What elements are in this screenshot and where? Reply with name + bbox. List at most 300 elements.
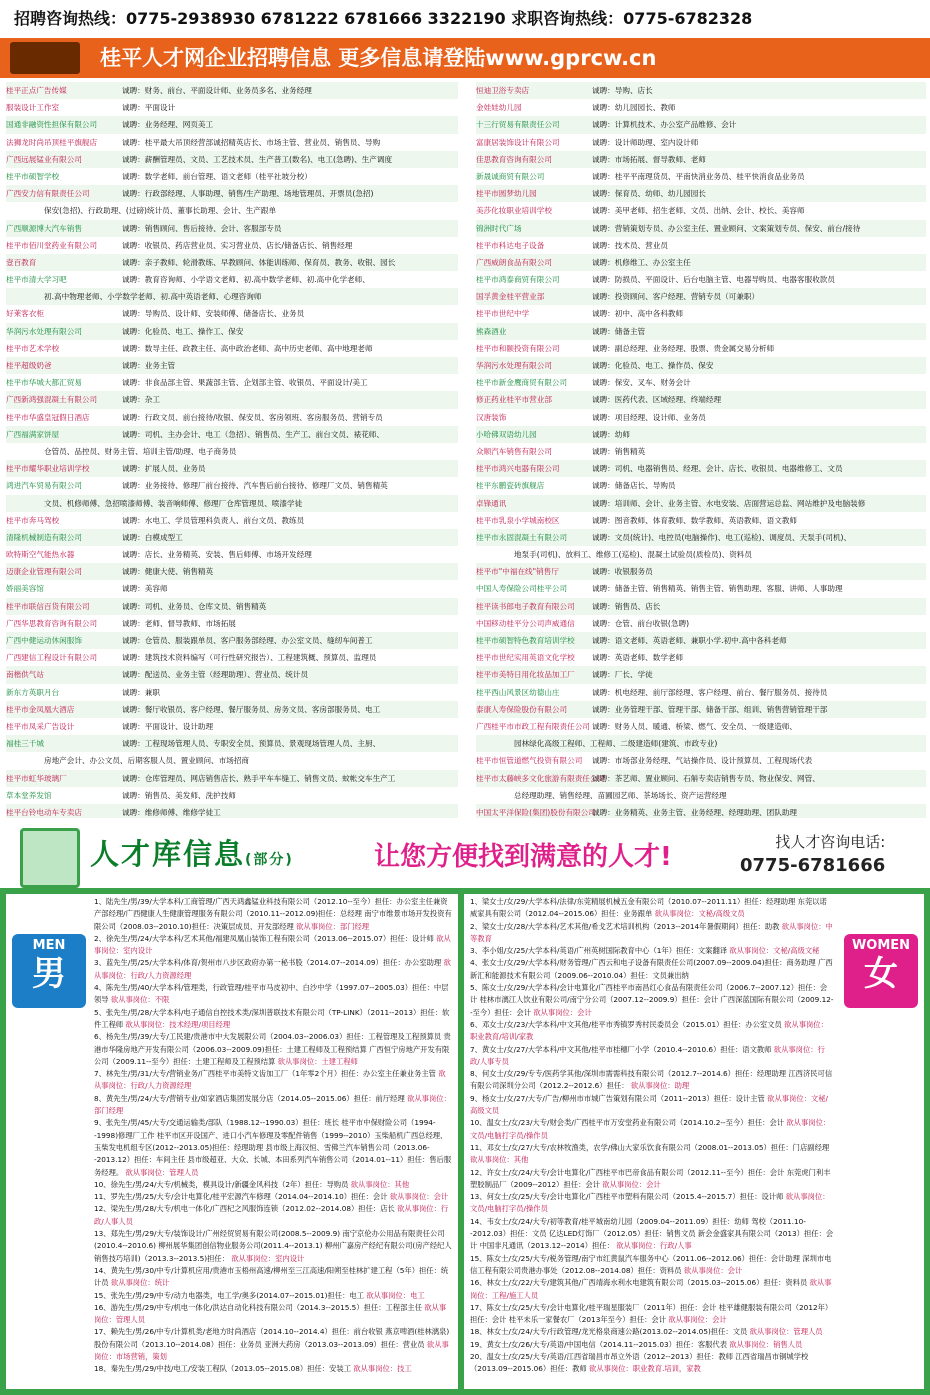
resume-entry: [94, 957, 452, 982]
company-name: 桂平市"中福在线"销售厅: [476, 567, 559, 577]
women-list: [464, 894, 924, 1389]
job-positions: 诚聘：杂工: [122, 395, 160, 405]
job-positions: 诚聘：导购、店长: [592, 86, 653, 95]
job-row: [6, 134, 458, 151]
job-positions: 诚聘：市场拓展、督导教师、老师: [592, 154, 706, 164]
job-positions: 初.高中物理老师、小学数学老师、初.高中英语老师、心理咨询师: [44, 292, 262, 302]
job-positions: 诚聘：英语老师、数学老师: [592, 653, 684, 663]
job-row: [476, 305, 926, 322]
company-name: 广西安力信有限责任公司: [6, 189, 90, 199]
company-name: 广西建信工程设计有限公司: [6, 653, 98, 663]
company-name: 中国太平洋保险(集团)股份有限公司: [476, 807, 596, 817]
job-row: [476, 666, 926, 683]
resume-entry: [470, 1142, 834, 1167]
job-row: [6, 546, 458, 563]
resume-entry: [470, 1216, 834, 1253]
job-positions: 诚聘：副总经理、业务经理、股票、贵金属交易分析师: [592, 343, 775, 353]
job-positions: 诚聘：桂平平南理货员、平南快消业务员、桂平快消食品业务员: [592, 171, 805, 181]
company-name: 泰康人寿保险股份有限公司: [476, 704, 568, 714]
company-name: 小哈佛双语幼儿园: [476, 429, 537, 439]
company-name: 桂平市佰川堂药业有限公司: [6, 240, 98, 250]
job-positions: 诚聘：销售员、店长: [592, 601, 661, 611]
job-row: [6, 99, 458, 116]
company-name: 桂平市鸿兴电器有限公司: [476, 464, 560, 474]
job-positions: 诚聘：行政文员、前台接待/收银、保安员、客房领班、客房服务员、营销专员: [122, 412, 383, 422]
job-positions: 诚聘：行政部经理、人事助理、销售/生产助理、场地管理员、开票员(急招): [122, 189, 374, 199]
resume-text: 12、许女士/女/24/大专/会计电算化/广西桂平市巴帝食品有限公司（2012.11--至今）担任：会计 东莞虎门利丰塑胶制品厂（2009--2012）担任：会计: [470, 1167, 831, 1189]
job-row: [476, 580, 926, 597]
resume-entry: [470, 982, 834, 1019]
job-row: [476, 340, 926, 357]
company-name: 福桂三千城: [6, 739, 44, 749]
job-row: [476, 220, 926, 237]
company-name: 桂平市世纪实用英语文化学校: [476, 653, 575, 663]
job-positions: 诚聘：市场部业务经理、气站操作员、设计预算员、工程现场代表: [592, 756, 813, 766]
resume-text: 12、梁先生/男/28/大专/机电一体化/广西杞之风服饰连锁（2012.02--2014.08）担任：店长: [94, 1204, 395, 1214]
company-name: 华润污水处理有限公司: [6, 326, 82, 336]
resume-text: 16、游先生/男/29/中专/机电一体化/洪达自动化科技有限公司（2014.3--2015.5）担任：工程部主任: [94, 1302, 422, 1312]
company-name: 桂平市永固混凝土有限公司: [476, 532, 568, 542]
women-icon: WOMEN 女: [844, 934, 918, 1008]
job-row: [6, 477, 458, 494]
resume-text: 9、张先生/男/45/大专/交通运输类/部队（1988.12--1990.03）担任：班长 桂平市中保财险公司（1994--1998)修理厂工作 桂平市区开设国产、进口小汽车修理及零配件销售（1999--2010）玉柴船机广西总经理、玉柴发电机组专区(2012--2013.05)担任：经理助理 县市级上海汉恒、雪佛兰汽车销售公司（2013.06--2013.12）担任：车间主任 县市级超亚、大众、长城、本田系列汽车销售公司（2014.01--11）担任：售后服务经理。: [94, 1118, 452, 1177]
desired-position: 欲从事岗位：行政/人事: [616, 1241, 692, 1251]
job-row: [6, 202, 458, 219]
resume-text: 18、林女士/女/24/大专/行政管理/龙光格泉商速公路(2013.02--2014.05)担任：文员: [470, 1327, 748, 1337]
job-positions: 诚聘：财务、前台、平面设计师、业务员多名、业务经理: [122, 86, 312, 95]
job-positions: 诚聘：建筑技术资料编写（可行性研究报告）、工程建筑概、预算员、监理员: [122, 653, 377, 663]
desired-position: 欲从事岗位：文员/电脑打字员/操作员: [470, 1118, 831, 1140]
job-row: [6, 787, 458, 804]
job-row: [476, 237, 926, 254]
job-positions: 诚聘：培训师、会计、业务主管、水电安装、店面营运总监、网站维护及电脑装修: [592, 498, 866, 508]
job-row: [6, 220, 458, 237]
resume-text: 4、张女士/女/29/大学本科/财务管理/广西云和电子设备有限责任公司(2007.09--2009.04)担任：商务助理 广西新汇和能源技术有限公司（2009.06--2010.04）担任：文员兼出纳: [470, 958, 833, 980]
resume-text: 2、徐先生/男/24/大学本科/艺术其他/福建凤凰山装饰工程有限公司（2013.06--2015.07）担任：设计师: [94, 933, 434, 943]
job-positions: 诚聘：营销策划专员、办公室主任、置业顾问、文案策划专员、保安、前台/接待: [592, 223, 861, 233]
job-positions: 诚聘：幼师: [592, 429, 630, 439]
job-row: [476, 82, 926, 99]
talent-header: [0, 818, 930, 894]
company-name: 广西新鸿强混凝土有限公司: [6, 395, 98, 405]
job-positions: 诚聘：教育咨询师、小学语文老师、初.高中数学老师、初.高中化学老师、: [122, 275, 370, 285]
resume-entry: [94, 1363, 452, 1375]
company-name: 南楷供气站: [6, 670, 44, 680]
job-row: [6, 168, 458, 185]
company-name: 华润污水处理有限公司: [476, 361, 552, 370]
job-row: [476, 409, 926, 426]
job-row: [6, 254, 458, 271]
job-row: [476, 787, 926, 804]
job-row: [476, 254, 926, 271]
job-positions: 诚聘：健康大使、销售精英: [122, 567, 214, 577]
job-row: [476, 202, 926, 219]
talent-panel: [0, 888, 930, 1395]
job-row: [6, 770, 458, 787]
company-name: 中国人寿保险公司桂平公司: [476, 584, 568, 594]
job-positions: 诚聘：平面设计: [122, 103, 176, 113]
resume-text: 4、陈先生/男/40/大学本科/管理类，行政管理/桂平市马皮初中、白沙中学（1997.07--2005.03）担任：中层领导: [94, 983, 449, 1005]
job-positions: 诚聘：销售精英: [592, 446, 646, 456]
job-row: [476, 752, 926, 769]
job-positions: 诚聘：业务主管: [122, 361, 176, 370]
job-row: [476, 185, 926, 202]
resume-entry: [470, 1351, 834, 1376]
company-name: 桂平读书郎电子教育有限公司: [476, 601, 575, 611]
resume-entry: [470, 1326, 834, 1338]
job-positions: 诚聘：工程现场管理人员、专职安全员、预算员、景观现场管理人员、主厨、: [122, 739, 381, 749]
desired-position: 欲从事岗位：会计: [668, 1315, 727, 1325]
job-positions: 诚聘：白模成型工: [122, 532, 183, 542]
job-row: [6, 701, 458, 718]
job-positions: 保安(急招)、行政助理、(过磅)统计员、董事长助理、会计、生产跟单: [44, 206, 277, 216]
desired-position: 欲从事岗位：管理人员: [749, 1327, 823, 1337]
resume-entry: [94, 1068, 452, 1093]
job-positions: 诚聘：业务经理、网页美工: [122, 120, 214, 130]
job-row: [476, 151, 926, 168]
job-positions: 诚聘：司机、主办会计、电工（急招）、销售员、生产工、前台文员、裱花师、: [122, 429, 384, 439]
desired-position: 欲从事岗位：室内设计: [94, 933, 451, 956]
company-name: 汉唐装饰: [476, 412, 507, 422]
job-row: [6, 666, 458, 683]
job-positions: 诚聘：数学老师、前台管理、语文老师（桂平社坡分校）: [122, 171, 312, 181]
job-positions: 诚聘：投资顾问、客户经理、营销专员（可兼职）: [592, 292, 760, 302]
resume-entry: [94, 1117, 452, 1178]
header-banner: [0, 38, 930, 78]
resume-entry: [470, 945, 834, 957]
company-name: 桂平市凤采广告设计: [6, 721, 75, 731]
job-row: [476, 374, 926, 391]
desired-position: 欲从事岗位：职业教育/培训/家教: [470, 1019, 828, 1042]
job-row: [476, 495, 926, 512]
job-positions: 诚聘：仓库管理员、网店销售店长、熟手平车车缝工、销售文员、蚊帐交车生产工: [122, 773, 396, 783]
job-row: [476, 546, 926, 563]
job-row: [6, 340, 458, 357]
desired-position: 欲从事岗位：其他: [470, 1155, 529, 1165]
desired-position: 欲从事岗位：助理: [630, 1081, 690, 1091]
desired-position: 欲从事岗位：文员/电脑打字员/操作员: [470, 1192, 830, 1214]
job-positions: 诚聘：业务接待、修理厂前台接待、汽车售后前台接待、修理厂文员、销售精英: [122, 481, 388, 491]
job-row: [6, 151, 458, 168]
desired-position: 欲从事岗位：行政/人力资源经理: [94, 1069, 446, 1091]
job-row: [476, 529, 926, 546]
resume-entry: [94, 1007, 452, 1032]
company-name: 桂平市恒管道燃气投资有限公司: [476, 756, 583, 766]
resume-entry: [470, 1117, 834, 1142]
company-name: 桂平超级奶爸: [6, 361, 52, 370]
company-name: 锦洲时代广场: [476, 223, 522, 233]
logo-icon: [10, 42, 80, 74]
resume-entry: [470, 896, 834, 921]
company-name: 欧特斯空气能热水器: [6, 550, 75, 560]
job-positions: 诚聘：桂平最大吊顶经营部诚招精英店长、市场主管、营业员、销售员、导购: [122, 137, 381, 147]
resume-text: 5、陈女士/女/29/大学本科/会计电算化/广西桂平市南昌红心食品有限责任公司（2006.7--2007.12）担任：会计 桂林市漓江人饮业有限公司/南宁分公司（2007.12--2009.9）担任：会计 广西深蓝国际有限公司（2009.12--至今）担任：会计: [470, 983, 834, 1017]
job-row: [476, 701, 926, 718]
resume-text: 14、韦女士/女/24/大专/初等教育/桂平城南幼儿园（2009.04--2011.09）担任：幼师 驾校（2011.10--2012.03）担任：文员 亿达LED灯饰厂（2012.05）担任：销售文员 新会金盛家具有限公司（2013）担任：会计 中国非凡通讯（2013.12--2014）担任：: [470, 1216, 834, 1251]
company-name: 金娃娃幼儿园: [476, 103, 522, 113]
person-icon: [20, 828, 80, 888]
resume-entry: [470, 1019, 834, 1044]
company-name: 广西福满家饼屋: [6, 429, 60, 439]
job-positions: 诚聘：设计师助理、室内设计师: [592, 137, 699, 147]
job-positions: 诚聘：图音教师、体育教师、数学教师、英语教师、语文教师: [592, 515, 798, 525]
company-name: 国孚黄金桂平营业部: [476, 292, 545, 302]
job-row: [476, 288, 926, 305]
resume-text: 10、温女士/女/23/大专/财会类/广西桂平市万安堂药业有限公司（2014.10.2--至今）担任：会计: [470, 1118, 785, 1128]
company-name: 娇丽美容馆: [6, 584, 44, 594]
resume-text: 15、张先生/男/29/中专/动力电器类，电工学/奥多(2014.07--2015.01)担任：电工: [94, 1290, 364, 1300]
job-row: [6, 460, 458, 477]
resume-text: 11、罗先生/男/25/大专/会计电算化/桂平宏源汽车修理（2014.04--2014.10）担任：会计: [94, 1192, 388, 1202]
job-row: [476, 426, 926, 443]
company-name: 中国移动桂平分公司声威通信: [476, 618, 575, 628]
resume-text: 20、温女士/女/25/大专/英语/江西省瑞昌市昂立外语（2012--2013）担任：教师 江西省瑞昌市铜城学校（2013.09--2015.06）担任：教师: [470, 1351, 809, 1374]
job-row: [6, 237, 458, 254]
resume-text: 3、李小姐/女/25/大学本科/英语/广州英树国际教育中心（1年）担任：文案翻译: [470, 946, 728, 956]
resume-text: 8、黄先生/男/24/大专/营销专业/如家酒店集团发展分店（2014.05--2015.06）担任：前厅经理: [94, 1093, 405, 1103]
job-row: [476, 271, 926, 288]
company-name: 服装设计工作室: [6, 103, 60, 113]
company-name: 广西华思教育咨询有限公司: [6, 618, 98, 628]
job-row: [6, 426, 458, 443]
desired-position: 欲从事岗位：文秘/高级文员: [470, 1093, 828, 1116]
job-positions: 地泵手(司机)、放料工、维修工(巡检)、混凝土试验员(质检员)、资料员: [514, 550, 752, 560]
job-row: [476, 477, 926, 494]
desired-position: 欲从事岗位：工程/施工人员: [470, 1278, 832, 1300]
resume-entry: [470, 1093, 834, 1118]
company-name: 佳思教育咨询有限公司: [476, 154, 552, 164]
job-positions: 园林绿化高级工程师、工程师、二级建造师(建筑、市政专业): [514, 739, 718, 749]
talent-slogan: 让您方便找到满意的人才!: [374, 842, 672, 872]
men-list: [6, 894, 458, 1389]
job-row: [6, 357, 458, 374]
job-positions: 诚聘：仓管、前台收银(急聘): [592, 618, 690, 628]
job-positions: 诚聘：亲子教师、轮滑教练、早教顾问、体能训练师、保育员、教务、收银、园长: [122, 257, 396, 267]
desired-position: 欲从事岗位：中等教育: [470, 921, 833, 943]
company-name: 桂平市世纪中学: [476, 309, 530, 319]
company-name: 新晟诚商贸有限公司: [476, 171, 545, 181]
job-row: [476, 168, 926, 185]
job-row: [476, 684, 926, 701]
desired-position: 欲从事岗位：技工: [353, 1364, 412, 1374]
company-name: 卓锋通讯: [476, 498, 507, 508]
job-positions: 诚聘：初中、高中各科教师: [592, 309, 684, 319]
desired-position: 欲从事岗位：室内设计: [231, 1253, 305, 1263]
company-name: 众顺汽车销售有限公司: [476, 446, 552, 456]
company-name: 桂平市耀华职业培训学校: [6, 464, 90, 474]
resume-entry: [470, 1044, 834, 1069]
job-positions: 诚聘：收银员、药店营业员、实习营业员、店长/储备店长、销售经理: [122, 240, 353, 250]
job-positions: 诚聘：平面设计、设计助理: [122, 721, 214, 731]
job-row: [6, 443, 458, 460]
job-row: [476, 357, 926, 374]
company-name: 法狮龙时尚吊顶桂平旗舰店: [6, 137, 98, 147]
company-name: 桂平市圆梦幼儿园: [476, 189, 537, 199]
resume-entry: [470, 1191, 834, 1216]
company-name: 桂平市鸿泰商贸有限公司: [476, 275, 560, 285]
job-positions: 诚聘：司机、电器销售员、经理、会计、店长、收银员、电器维修工、文员: [592, 464, 843, 474]
resume-entry: [94, 1302, 452, 1327]
job-positions: 诚聘：美容师: [122, 584, 168, 594]
job-row: [6, 391, 458, 408]
job-row: [6, 563, 458, 580]
job-positions: 诚聘：司机、业务员、仓库文员、销售精英: [122, 601, 267, 611]
resume-text: 13、何女士/女/25/大专/会计电算化/广西桂平市塑料有限公司（2015.4--2015.7）担任：设计师: [470, 1192, 784, 1202]
job-row: [6, 82, 458, 99]
resume-entry: [94, 1326, 452, 1363]
job-row: [6, 495, 458, 512]
desired-position: 欲从事岗位：会计: [533, 1007, 592, 1017]
job-row: [476, 99, 926, 116]
job-row: [6, 684, 458, 701]
company-name: 广西中健运动休闲服饰: [6, 636, 82, 645]
company-name: 好莱客衣柜: [6, 309, 44, 319]
job-row: [6, 580, 458, 597]
job-row: [476, 563, 926, 580]
job-row: [476, 615, 926, 632]
job-row: [6, 735, 458, 752]
company-name: 桂平市新金鹰商贸有限公司: [476, 378, 568, 388]
job-positions: 诚聘：储备店长、导购员: [592, 481, 676, 491]
resume-text: 7、黄女士/女/27/大学本科/中文其他/桂平市桂穗厂小学（2010.4--2010.6）担任：语文教师: [470, 1044, 772, 1054]
job-row: [476, 391, 926, 408]
job-row: [476, 134, 926, 151]
job-row: [6, 649, 458, 666]
resume-entry: [94, 982, 452, 1007]
job-positions: 诚聘：保育员、幼师、幼儿园园长: [592, 189, 706, 199]
desired-position: 欲从事岗位：会计: [683, 1265, 743, 1275]
resume-entry: [470, 1068, 834, 1093]
job-row: [6, 305, 458, 322]
resume-entry: [94, 1228, 452, 1265]
job-row: [476, 323, 926, 340]
company-name: 桂平市华盛皇冠假日酒店: [6, 412, 90, 422]
job-positions: 总经理助理、销售经理、苗圃园艺师、茶场场长、资产运营经理: [514, 790, 727, 800]
company-name: 桂平市太藤峡多文化旅游有限责任公司: [476, 773, 606, 783]
job-positions: 房地产会计、办公文员、后期客服人员、置业顾问、市场招商: [44, 756, 250, 766]
company-name: 熊森酒业: [476, 326, 507, 336]
desired-position: 欲从事岗位：文秘/高级文员: [654, 909, 745, 919]
job-row: [476, 770, 926, 787]
resume-entry: [470, 957, 834, 982]
company-name: 桂平市清大学习吧: [6, 275, 67, 285]
job-row: [476, 649, 926, 666]
job-row: [6, 185, 458, 202]
desired-position: 欲从事岗位：技术经理/项目经理: [125, 1019, 231, 1029]
job-positions: 诚聘：医药代表、区域经理、终端经理: [592, 395, 722, 405]
resume-text: 10、徐先生/男/24/大专/机械类，模具设计/新疆金风科技（2年）担任：导购员: [94, 1179, 349, 1189]
resume-text: 15、陈女士/女/25/大专/税务管理/南宁市红黄鼠汽车服务中心（2011.06--2012.06）担任：会计助理 深圳市电信工程有限公司贵港办事处（2012.08--2014.08）担任：资料员: [470, 1253, 832, 1275]
job-positions: 诚聘：文员(统计)、电控员(电脑操作)、电工(巡检)、调度员、天泵手(司机)、: [592, 532, 852, 542]
resume-text: 11、邓女士/女/27/大专/农林牧渔类，农学/佛山大家乐饮食有限公司（2008.01--2013.05）担任：门店副经理: [470, 1142, 830, 1152]
hotline-bar: 招聘咨询热线：0775-2938930 6781222 6781666 3322190 求职咨询热线：0775-6782328: [0, 0, 930, 38]
job-positions: 诚聘：幼儿园园长、教师: [592, 103, 676, 113]
resume-entry: [94, 1191, 452, 1203]
resume-entry: [470, 921, 834, 946]
resume-text: 6、邓女士/女/23/大学本科/中文其他/桂平市秀镇罗秀村民委员会（2015.01）担任：办公室文员: [470, 1019, 782, 1029]
job-positions: 诚聘：业务管理干部、管理干部、储备干部、组训、销售营销管理干部: [592, 704, 828, 714]
job-row: [6, 598, 458, 615]
job-row: [6, 288, 458, 305]
resume-text: 16、林女士/女/22/大专/建筑其他/广西靖海水利水电建筑有限公司（2015.03--2015.06）担任：资料员: [470, 1278, 808, 1288]
desired-position: 欲从事岗位：统计: [110, 1278, 170, 1288]
resume-text: 13、郑先生/男/29/大专/装饰设计/广州经贸贸易有限公司(2008.5--2009.9) 南宁京伦办公用品有限责任公司(2010.4--2010.6) 柳州展华集团创信物业服务公司(2011.4--2013.1) 柳州广嘉房产经纪有限公司(房产经纪人销售技巧培训)（2013.3--2013.5)担任：: [94, 1229, 452, 1263]
resume-entry: [470, 1302, 834, 1327]
company-name: 桂平东鹏瓷砖旗舰店: [476, 481, 545, 491]
job-row: [6, 529, 458, 546]
resume-entry: [94, 896, 452, 933]
desired-position: 欲从事岗位：部门经理: [94, 1093, 451, 1116]
job-row: [476, 735, 926, 752]
resume-text: 3、蓝先生/男/25/大学本科/体育/贺州市八步区政府办第一秘书股（2014.07--2014.09）担任：办公室助理: [94, 958, 442, 968]
job-positions: 诚聘：老师、督导教师、市场拓展: [122, 618, 236, 628]
job-positions: 仓管员、品控员、财务主管、培训主管/助理、电子商务员: [44, 446, 237, 456]
desired-position: 欲从事岗位：文秘/高级文秘: [729, 946, 820, 956]
company-name: 桂平市联信百货有限公司: [6, 601, 90, 611]
desired-position: 欲从事岗位：行政/人力资源经理: [94, 958, 451, 980]
job-row: [476, 632, 926, 649]
job-row: [6, 271, 458, 288]
desired-position: 欲从事岗位：会计: [602, 1179, 661, 1189]
job-positions: 诚聘：薪酬管理员、文员、工艺技术员、生产普工(数名)、电工(急聘)、生产调度: [122, 154, 393, 164]
company-name: 桂平市硕智学校: [6, 171, 60, 181]
company-name: 桂平市和颐投资有限公司: [476, 343, 560, 353]
company-name: 桂平市乳泉小学城南校区: [476, 515, 560, 525]
resume-entry: [94, 1203, 452, 1228]
job-list-left: [6, 82, 458, 821]
job-positions: 诚聘：机修维工、办公室主任: [592, 257, 691, 267]
job-positions: 诚聘：非食品部主管、果蔬部主管、企划部主管、收银员、平面设计/美工: [122, 378, 368, 388]
job-positions: 诚聘：机电经理、前厅部经理、客户经理、前台、餐厅服务员、接待员: [592, 687, 828, 697]
job-positions: 诚聘：茶艺师、置业顾问、石斛专卖店销售专员、物业保安、网管、: [592, 773, 820, 783]
job-positions: 诚聘：仓管员、服装跟单员、客户服务部经理、办公室文员、缝纫车间普工: [122, 636, 373, 645]
desired-position: 欲从事岗位：部门经理: [296, 921, 370, 931]
talent-title: 人才库信息(部分): [90, 837, 294, 871]
company-name: 清隆机械制造有限公司: [6, 532, 82, 542]
job-positions: 诚聘：储备主管: [592, 326, 646, 336]
job-positions: 诚聘：数导主任、政教主任、高中政治老师、高中历史老师、高中地理老师: [122, 343, 373, 353]
job-positions: 诚聘：餐厅收银员、客户经理、餐厅服务员、房务文员、客房部服务员、电工: [122, 704, 381, 714]
desired-position: 欲从事岗位：行政/人事专员: [470, 1044, 825, 1066]
job-positions: 诚聘：储备主管、销售精英、销售主管、销售助理、客服、讲师、人事助理: [592, 584, 843, 594]
job-positions: 诚聘：语文老师、英语老师、兼职小学.初中.高中各科老师: [592, 636, 787, 645]
desired-position: 欲从事岗位：电工: [366, 1290, 425, 1300]
resume-text: 17、陈女士/女/25/大专/会计电算化/桂平瑞星服装厂（2011年）担任：会计 桂平雄健服装有限公司（2012年）担任：会计 桂平未乐一家餐农厂（2013年至今）担任：会计: [470, 1302, 833, 1325]
desired-position: 欲从事岗位：职业教育.培训，家教: [589, 1364, 701, 1374]
talent-phone: 找人才咨询电话: 0775-6781666: [740, 833, 886, 876]
company-name: 桂平市华城大都汇贸易: [6, 378, 82, 388]
job-positions: 诚聘：水电工、学员管理科负责人、前台文员、教练员: [122, 515, 305, 525]
company-name: 桂平市奔马驾校: [6, 515, 60, 525]
desired-position: 欲从事岗位：市场营销，策划: [94, 1339, 449, 1361]
job-positions: 诚聘：财务人员、暖通、桥梁、燃气、安全员、一级建造师、: [592, 721, 798, 731]
job-row: [476, 718, 926, 735]
job-row: [6, 632, 458, 649]
job-positions: 诚聘：化验员、电工、操作员、保安: [592, 361, 714, 370]
resume-text: 18、秦先生/男/29/中技/电工/安装工程队（2013.05--2015.08）担任：安装工: [94, 1364, 352, 1374]
company-name: 桂平市艺术学校: [6, 343, 60, 353]
company-name: 桂平市美特日用化妆品加工厂: [476, 670, 575, 680]
job-row: [6, 752, 458, 769]
job-positions: 诚聘：店长、业务精英、安装、售后师傅、市场开发经理: [122, 550, 312, 560]
job-row: [6, 512, 458, 529]
job-row: [6, 615, 458, 632]
job-list-right: [476, 82, 926, 821]
men-icon: MEN 男: [12, 934, 86, 1008]
job-row: [476, 512, 926, 529]
company-name: 桂平市虹华玻璃厂: [6, 773, 67, 783]
company-name: 国通非融资性担保有限公司: [6, 120, 98, 130]
